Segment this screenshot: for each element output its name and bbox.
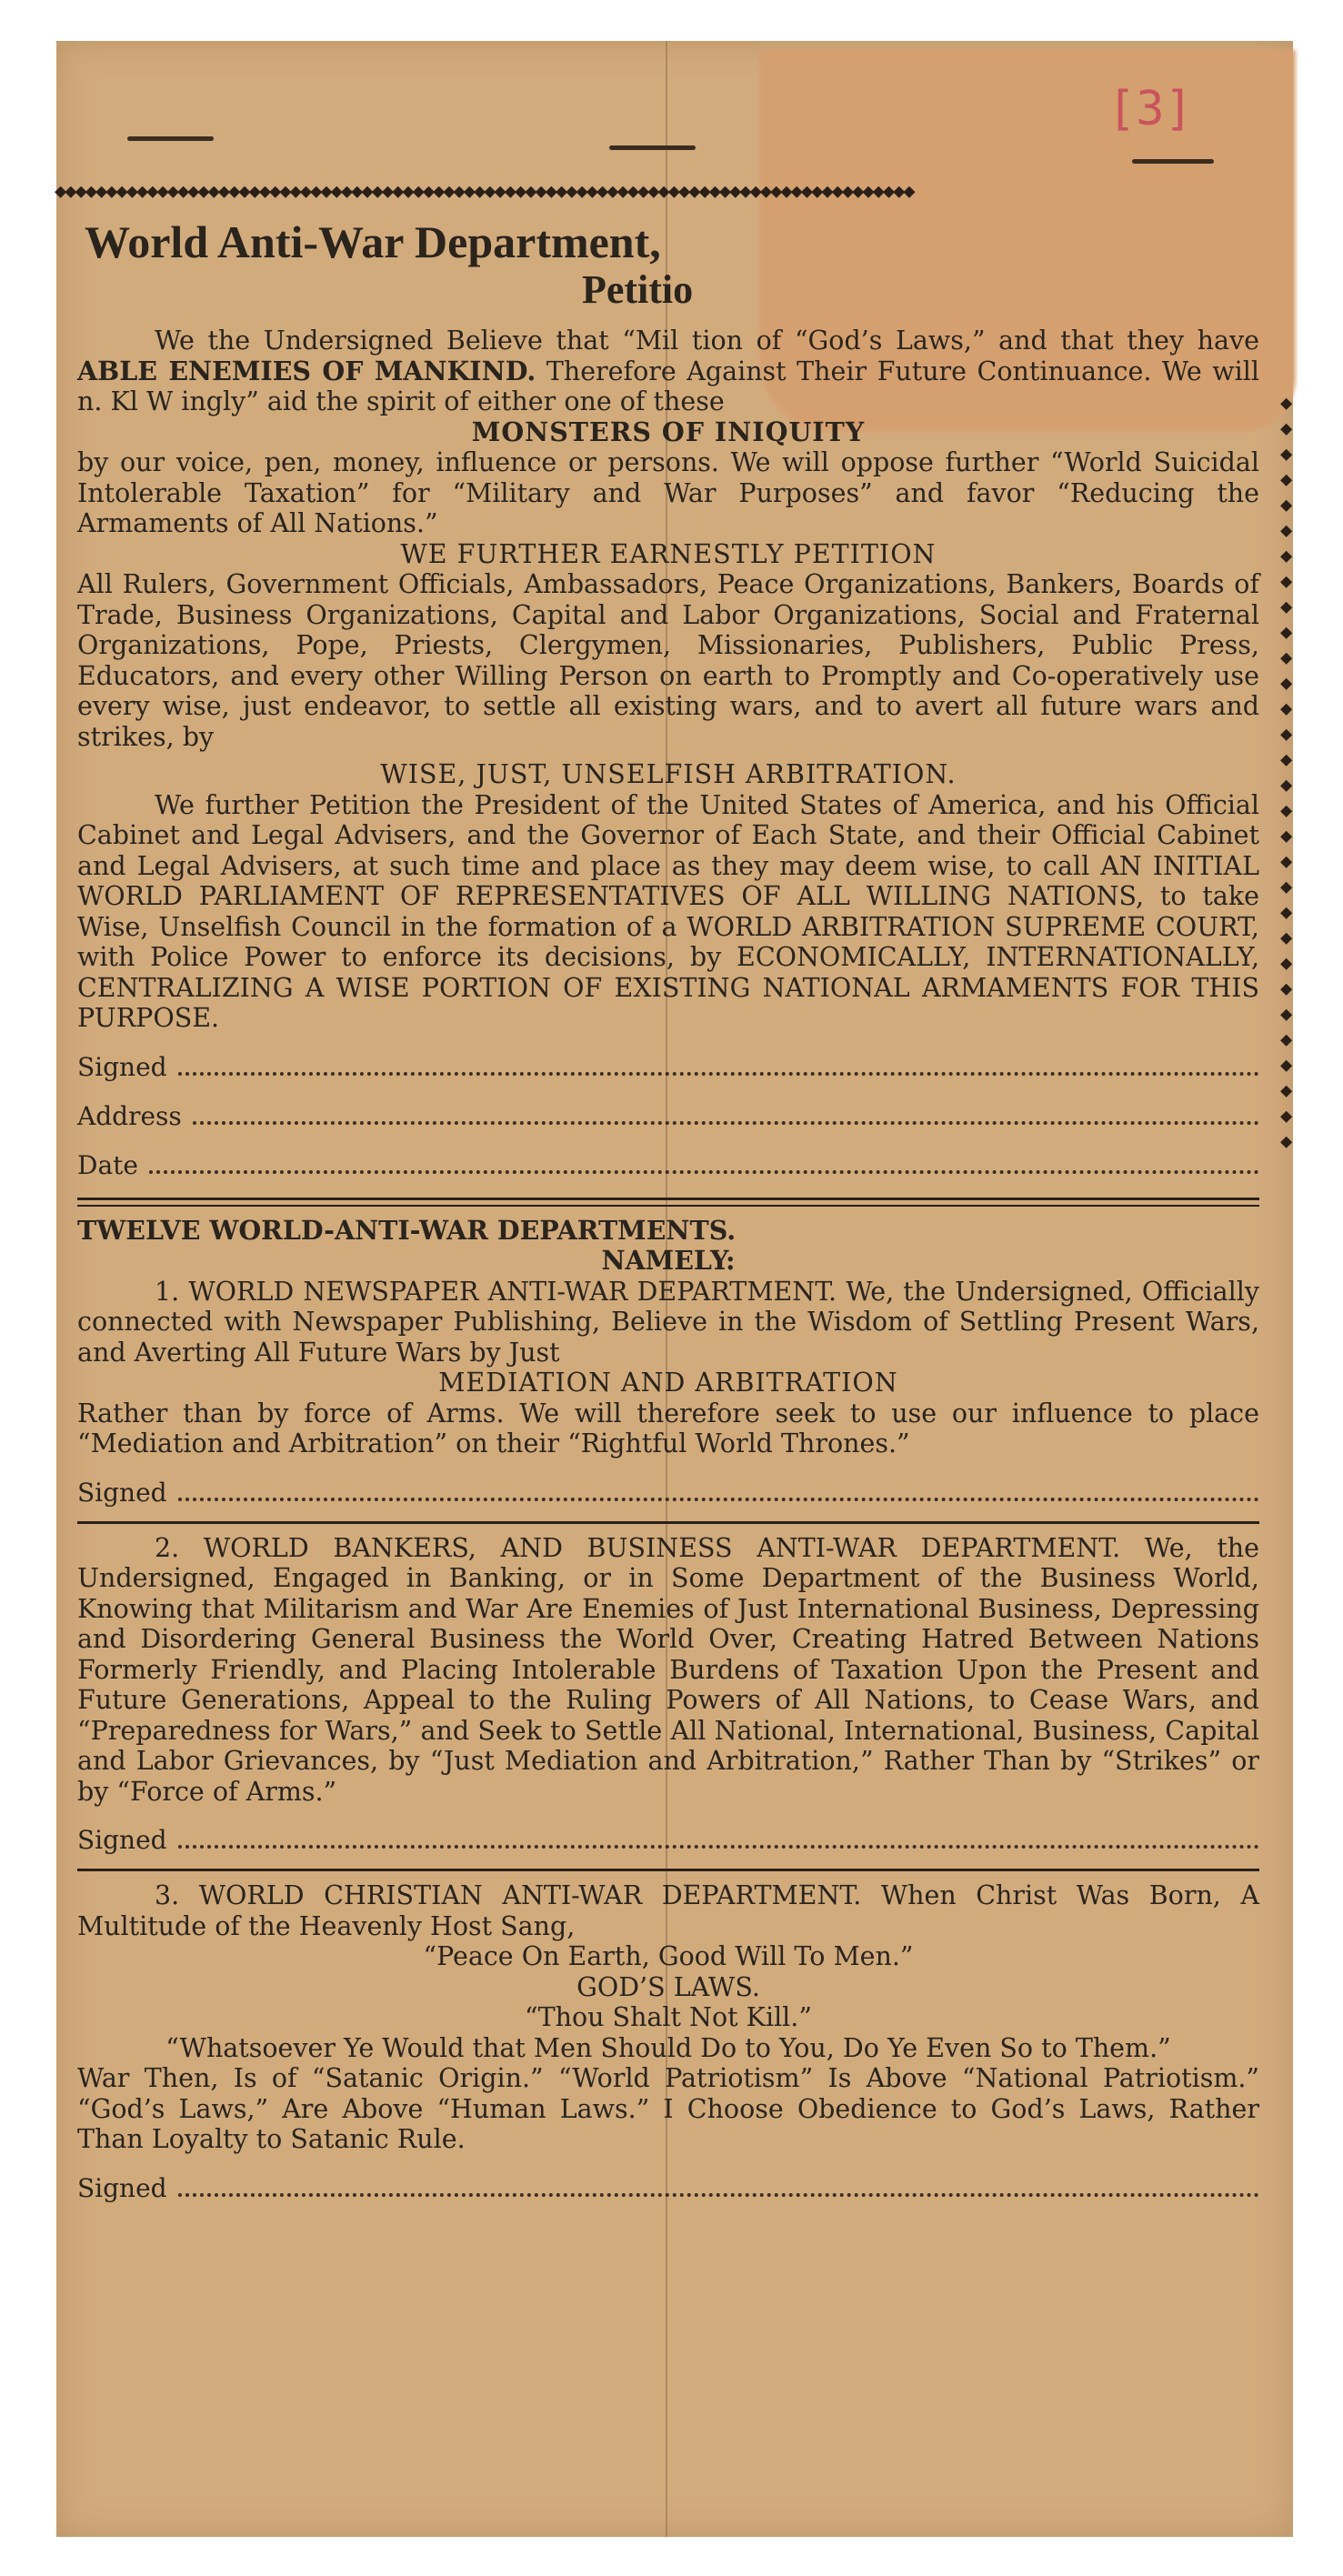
gods-laws-heading: GOD’S LAWS. [576,1971,760,2002]
petition-content [77,216,1259,2204]
pen-mark [127,136,214,141]
dept1-paragraph: 1. WORLD NEWSPAPER ANTI-WAR DEPARTMENT. We, the Undersigned, Officially connected with Newspaper Publishing, Believe in the Wisdom of Settling Present Wars, and Averting All Future Wars by Just [77,1276,1259,1368]
able-enemies-bold: ABLE ENEMIES OF MANKIND. [77,355,536,386]
dept2-signed-line[interactable] [77,1825,1259,1856]
petition-paragraph-2: by our voice, pen, money, influence or persons. We will oppose further “World Suicidal Intolerable Taxation” for “Military and War Purposes” and favor “Reducing the Armaments of All Nations.” [77,447,1259,538]
petition-paragraph-1: We the Undersigned Believe that “Mil tion of “God’s Laws,” and that they have ABLE ENEMIES OF MANKIND. Therefore Against Their Future Continuance. We will n. Kl W ingly” aid the spirit of either one of these [77,326,1259,416]
dept1-paragraph-2: Rather than by force of Arms. We will therefore seek to use our influence to place “Mediation and Arbitration” on their “Rightful World Thrones.” [77,1398,1259,1458]
peace-on-earth-line: “Peace On Earth, Good Will To Men.” [423,1941,914,1971]
signed-label: Signed [77,1825,167,1855]
date-field[interactable] [149,1154,1259,1174]
pen-mark [609,145,696,150]
ornamental-border-right: ◆◆◆◆◆◆◆◆◆◆◆◆◆◆◆◆◆◆◆◆◆◆◆◆◆◆◆◆◆◆ [1280,392,1293,1153]
signed-label: Signed [77,2172,167,2203]
dept2-paragraph: 2. WORLD BANKERS, AND BUSINESS ANTI-WAR DEPARTMENT. We, the Undersigned, Engaged in Banking, or in Some Department of the Business World, Knowing that Militarism and War Are Enemies of Just International Business, Depressing and Disordering General Business the World Over, Creating Hatred Between Nations Formerly Friendly, and Placing Intolerable Burdens of Taxation Upon the Present and Future Generations, Appeal to the Ruling Powers of All Nations, to Cease Wars, and “Preparedness for Wars,” and Seek to Settle All National, International, Business, Capital and Labor Grievances, by “Just Mediation and Arbitration,” Rather Than by “Strikes” or by “Force of Arms.” [77,1532,1259,1807]
signature-field[interactable] [178,1481,1259,1501]
signed-label: Signed [77,1477,167,1508]
petition-paragraph-4: We further Petition the President of the United States of America, and his Official Cabinet and Legal Advisers, and the Governor of Each State, and their Official Cabinet and Legal Advisers, at such time and place as they may deem wise, to call AN INITIAL WORLD PARLIAMENT OF REPRESENTATIVES OF ALL WILLING NATIONS, to take Wise, Unselfish Council in the formation of a WORLD ARBITRATION SUPREME COURT, with Police Power to enforce its decisions, by ECONOMICALLY, INTERNATIONALLY, CENTRALIZING A WISE PORTION OF EXISTING NATIONAL ARMAMENTS FOR THIS PURPOSE. [77,789,1259,1033]
address-field[interactable] [193,1105,1259,1125]
signature-field[interactable] [178,2177,1259,2197]
address-label: Address [77,1100,182,1131]
ornamental-border-top: ◆◆◆◆◆◆◆◆◆◆◆◆◆◆◆◆◆◆◆◆◆◆◆◆◆◆◆◆◆◆◆◆◆◆◆◆◆◆◆◆◆◆◆◆◆◆◆◆◆◆◆◆◆◆◆◆◆◆◆◆◆◆◆◆◆◆◆◆◆◆◆◆◆◆◆◆◆◆◆◆◆◆◆◆ [55,180,914,203]
address-line[interactable] [77,1101,1259,1132]
page-subtitle: Petitio [582,267,694,312]
mediation-heading: MEDIATION AND ARBITRATION [438,1368,898,1398]
date-label: Date [77,1149,138,1180]
page-number-mark: [3] [1107,82,1193,136]
namely-heading: NAMELY: [601,1245,736,1276]
twelve-departments-heading: TWELVE WORLD-ANTI-WAR DEPARTMENTS. [77,1214,737,1246]
thou-shalt-not-kill-line: “Thou Shalt Not Kill.” [525,2002,812,2032]
dept1-signed-line[interactable] [77,1478,1259,1509]
date-line[interactable] [77,1150,1259,1181]
dept3-paragraph-2: War Then, Is of “Satanic Origin.” “World Patriotism” Is Above “National Patriotism.” “God’s Laws,” Are Above “Human Laws.” I Choose Obedience to God’s Laws, Rather Than Loyalty to Satanic Rule. [77,2063,1259,2154]
signature-field[interactable] [178,1829,1259,1849]
section-divider [77,1521,1259,1524]
further-petition-heading: WE FURTHER EARNESTLY PETITION [400,538,937,569]
petition-paragraph-3: All Rulers, Government Officials, Ambassadors, Peace Organizations, Bankers, Boards of Trade, Business Organizations, Capital and Labor Organizations, Social and Fraternal Organizations, Pope, Priests, Clergymen, Missionaries, Publishers, Public Press, Educators, and every other Willing Person on earth to Promptly and Co-operatively use every wise, just endeavor, to settle all existing wars, and to avert all future wars and strikes, by [77,569,1259,752]
golden-rule-line: “Whatsoever Ye Would that Men Should Do to You, Do Ye Even So to Them.” [165,2032,1171,2063]
signed-line[interactable] [77,1052,1259,1083]
dept3-paragraph: 3. WORLD CHRISTIAN ANTI-WAR DEPARTMENT. When Christ Was Born, A Multitude of the Heavenly Host Sang, [77,1880,1259,1941]
page-title: World Anti-War Department, [85,216,661,267]
pen-mark [1132,159,1214,164]
section-divider [77,1198,1259,1207]
arbitration-heading: WISE, JUST, UNSELFISH ARBITRATION. [380,759,957,789]
signature-field[interactable] [178,1056,1259,1076]
monsters-heading: MONSTERS OF INIQUITY [471,416,866,447]
section-divider [77,1869,1259,1871]
dept3-signed-line[interactable] [77,2173,1259,2204]
signed-label: Signed [77,1051,167,1082]
